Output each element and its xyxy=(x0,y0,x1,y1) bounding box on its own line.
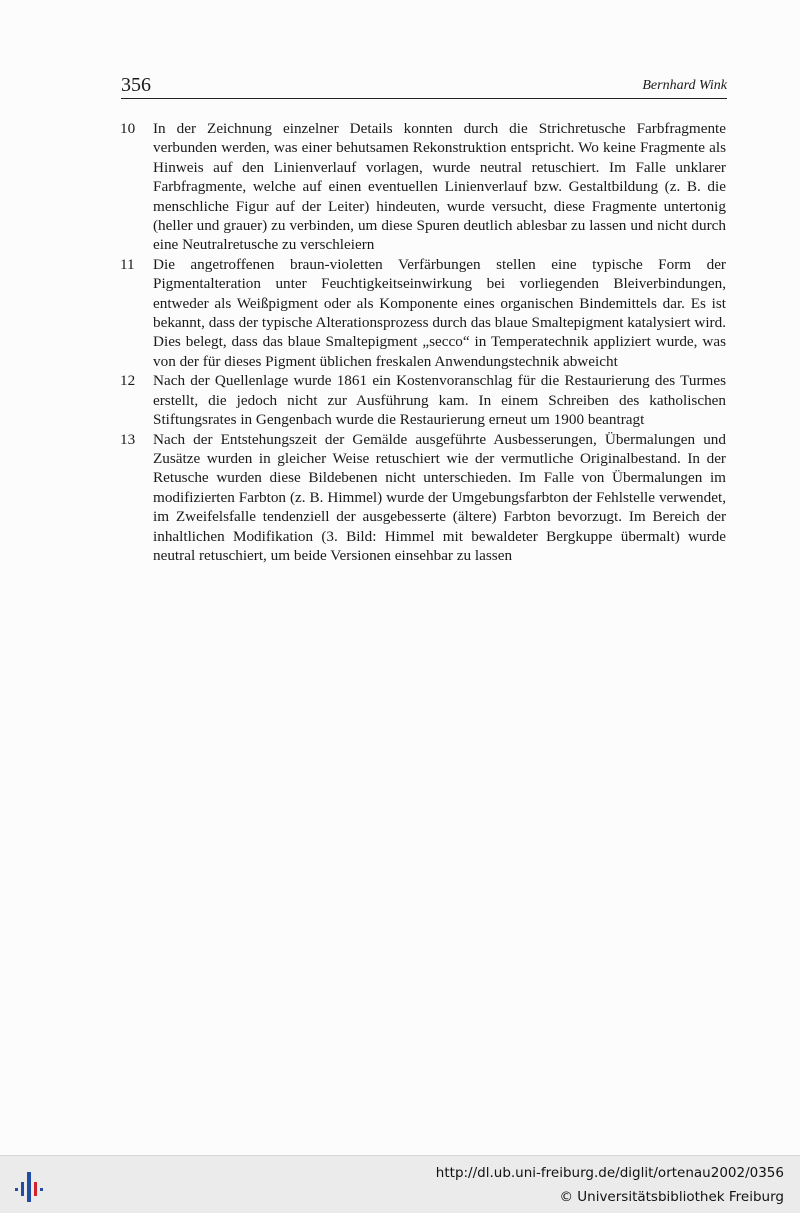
ub-freiburg-logo-icon xyxy=(12,1166,52,1206)
logo-bar-blue-2 xyxy=(21,1182,24,1196)
logo-bar-blue-1 xyxy=(15,1188,18,1191)
endnote-text: Nach der Quellenlage wurde 1861 ein Kostenvoranschlag für die Restaurierung des Turmes erstellt, die jedoch nicht zur Ausführung kam. In einem Schreiben des katholischen Stiftungsrates in Gengenbach wurde die Restaurierung erneut um 1900 beantragt xyxy=(153,372,726,429)
endnote-number: 13 xyxy=(120,430,136,448)
permalink-url[interactable]: http://dl.ub.uni-freiburg.de/diglit/ortenau2002/0356 xyxy=(435,1165,784,1181)
viewer-footer xyxy=(0,1155,800,1213)
endnote-text: Nach der Entstehungszeit der Gemälde ausgeführte Ausbesserungen, Übermalungen und Zusätze wurden in gleicher Weise retuschiert wie der vermutliche Originalbestand. In der Retusche wurden diese Bildebenen nicht unterschieden. Im Falle von Übermalungen im modifizierten Farbton (z. B. Himmel) wurde der Umgebungsfarbton der Fehlstelle verwendet, im Zweifelsfalle tendenziell der ausgebesserte (ältere) Farbton bevorzugt. Im Bereich der inhaltlichen Modifikation (3. Bild: Himmel mit bewaldeter Bergkuppe übermalt) wurde neutral retuschiert, um beide Versionen einsehbar zu lassen xyxy=(153,430,726,564)
endnote-10 xyxy=(120,119,726,255)
endnote-11 xyxy=(120,255,726,371)
page-header xyxy=(121,72,727,99)
page-number: 356 xyxy=(121,74,151,96)
endnote-text: Die angetroffenen braun-violetten Verfärbungen stellen eine typische Form der Pigmentalteration unter Feuchtigkeitseinwirkung bei vorliegenden Bleiverbindungen, entweder als Weißpigment oder als Komponente eines organischen Bindemittels dar. Es ist bekannt, dass der typische Alterationsprozess durch das blaue Smaltepigment katalysiert wird. Dies belegt, dass das blaue Smaltepigment „secco“ in Temperatechnik appliziert wurde, was von der für dieses Pigment üblichen freskalen Anwendungstechnik abweicht xyxy=(153,255,726,370)
logo-bar-blue-4 xyxy=(40,1188,43,1191)
logo-bar-red-1 xyxy=(34,1182,37,1196)
endnotes-list xyxy=(120,119,726,565)
endnote-12 xyxy=(120,371,726,429)
logo-bar-blue-3 xyxy=(27,1172,31,1202)
endnote-text: In der Zeichnung einzelner Details konnten durch die Strichretusche Farbfragmente verbunden werden, was einer behutsamen Rekonstruktion entspricht. Wo keine Fragmente als Hinweis auf den Linienverlauf vorlagen, wurde neutral retuschiert. Im Falle unklarer Farbfragmente, welche auf einen eventuellen Linienverlauf bzw. Gestaltbildung (z. B. die menschliche Figur auf der Leiter) hindeuten, wurde versucht, diese Fragmente untertonig (heller und grauer) zu verbinden, um diese Spuren deutlich ablesbar zu lassen und nicht durch eine Neutralretusche zu verschleiern xyxy=(153,120,726,254)
endnote-13 xyxy=(120,430,726,566)
endnote-number: 11 xyxy=(120,255,135,273)
running-head-author: Bernhard Wink xyxy=(642,78,727,93)
endnote-number: 10 xyxy=(120,120,136,137)
copyright-notice: © Universitätsbibliothek Freiburg xyxy=(559,1189,784,1205)
endnote-number: 12 xyxy=(120,372,136,390)
